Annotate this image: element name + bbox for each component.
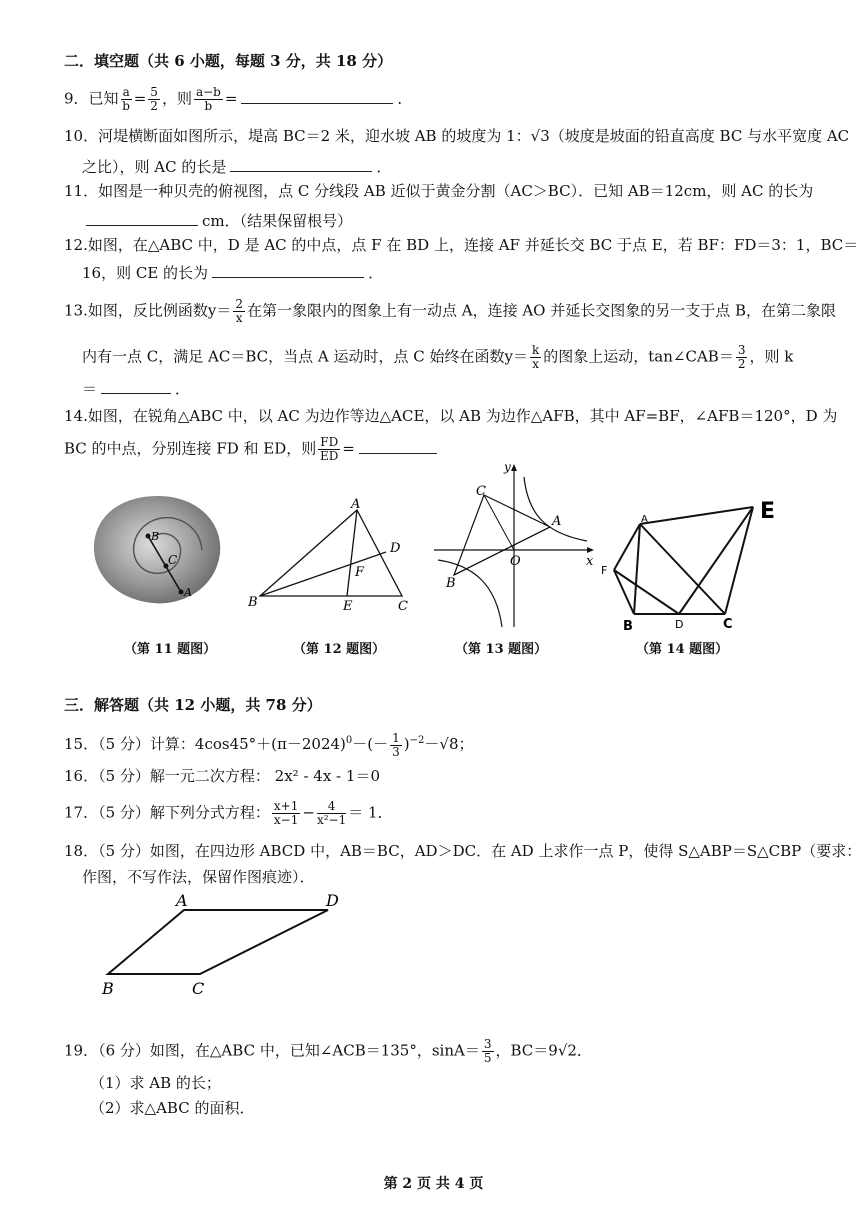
question-16: 16．（5 分）解一元二次方程： 2x² - 4x - 1＝0 bbox=[64, 767, 380, 785]
segment-af bbox=[614, 524, 640, 570]
section2-title: 二．填空题（共 6 小题，每题 3 分，共 18 分） bbox=[64, 52, 393, 70]
quadrilateral-abcd bbox=[108, 910, 328, 974]
question-10-line1: 10．河堤横断面如图所示，堤高 BC＝2 米，迎水坡 AB 的坡度为 1：√3（坡度是坡面的铅直高度 BC 与水平宽度 AC bbox=[64, 127, 850, 145]
point-b bbox=[146, 534, 151, 539]
label-c: C bbox=[398, 599, 408, 614]
question-13-line3: ＝ ． bbox=[82, 380, 191, 398]
question-9: 9．已知 $\frac{a}{b}$ = $\frac{5}{2}$ ，则 $\frac{a-b}{b}$ = ． bbox=[64, 85, 413, 113]
figure-18-quadrilateral bbox=[96, 888, 356, 998]
question-11-line1: 11．如图是一种贝壳的俯视图，点 C 分线段 AB 近似于黄金分割（AC＞BC）．已知 AB＝12cm，则 AC 的长为 bbox=[64, 182, 814, 200]
question-13-line1: 13.如图，反比例函数y＝ $\frac{2}{x}$ 在第一象限内的图象上有一动点 A，连接 AO 并延长交图象的另一支于点 B，在第二象限 bbox=[64, 297, 837, 325]
answer-blank[interactable] bbox=[212, 263, 364, 278]
fraction: $\frac{a-b}{b}$ bbox=[195, 85, 221, 113]
label-b: B bbox=[151, 530, 160, 543]
label-d: D bbox=[675, 618, 684, 631]
answer-blank[interactable] bbox=[86, 211, 198, 226]
segment-bd bbox=[260, 552, 386, 596]
label-b: B bbox=[102, 979, 114, 998]
question-15: 15．（5 分）计算：$4\cos 45^\circ+(\pi-2024)^0-(-$ $\frac{1}{3}$ )$^{-2}$－√8； bbox=[64, 730, 474, 759]
fraction: $\frac{3}{2}$ bbox=[737, 343, 746, 371]
question-10-line2: 之比），则 AC 的长是 ． bbox=[82, 158, 392, 176]
segment-ae bbox=[347, 510, 357, 596]
label-c: C bbox=[192, 979, 205, 998]
point-a bbox=[179, 590, 184, 595]
figure-11-shell bbox=[88, 488, 228, 608]
label-a: A bbox=[184, 586, 192, 599]
fraction: $\frac{3}{5}$ bbox=[483, 1037, 492, 1065]
label-f: F bbox=[601, 564, 608, 577]
label-e: E bbox=[343, 599, 353, 614]
label-o: O bbox=[510, 554, 521, 569]
caption-figure-13: （第 13 题图） bbox=[455, 642, 548, 657]
answer-blank[interactable] bbox=[101, 379, 171, 394]
label-a: A bbox=[351, 497, 361, 512]
question-19: 19．（6 分）如图，在△ABC 中，已知∠ACB＝135°，sinA＝ $\frac{3}{5}$ ，BC＝9√2． bbox=[64, 1037, 592, 1065]
x-axis-arrow-icon bbox=[587, 547, 594, 553]
question-12-line2: 16，则 CE 的长为 ． bbox=[82, 264, 384, 282]
label-y: y bbox=[504, 460, 511, 474]
caption-figure-14: （第 14 题图） bbox=[636, 642, 729, 657]
fraction: $\frac{5}{2}$ bbox=[150, 85, 158, 113]
fraction: $\frac{FD}{ED}$ bbox=[320, 435, 339, 463]
segment-ac bbox=[640, 524, 725, 614]
fraction: $\frac{x+1}{x-1}$ bbox=[273, 799, 299, 827]
label-a: A bbox=[176, 891, 188, 910]
question-13-line2: 内有一点 C，满足 AC＝BC，当点 A 运动时，点 C 始终在函数y＝ $\frac{k}{x}$ 的图象上运动，tan∠CAB＝ $\frac{3}{2}$ ，则 k bbox=[82, 343, 794, 371]
page-footer: 第 2 页 共 4 页 bbox=[383, 1176, 484, 1192]
segment-ed bbox=[679, 507, 753, 614]
caption-figure-11: （第 11 题图） bbox=[124, 642, 217, 657]
label-c: C bbox=[168, 553, 178, 567]
segment-ab bbox=[634, 524, 640, 614]
label-f: F bbox=[355, 565, 365, 580]
label-a: A bbox=[552, 514, 562, 529]
triangle-abc bbox=[454, 495, 550, 575]
label-d: D bbox=[390, 541, 401, 556]
answer-blank[interactable] bbox=[241, 89, 393, 104]
segment-ab bbox=[454, 527, 550, 575]
question-14-line1: 14.如图，在锐角△ABC 中，以 AC 为边作等边△ACE，以 AB 为边作△AFB，其中 AF=BF，∠AFB＝120°，D 为 bbox=[64, 407, 838, 425]
label-e: E bbox=[760, 499, 776, 524]
question-19-part1: （1）求 AB 的长； bbox=[90, 1074, 221, 1092]
label-d: D bbox=[326, 891, 339, 910]
figure-14-triangles bbox=[598, 492, 790, 634]
fraction: $\frac{2}{x}$ bbox=[235, 297, 243, 325]
question-18-line1: 18．（5 分）如图，在四边形 ABCD 中，AB＝BC，AD＞DC．在 AD 上求作一点 P，使得 S△ABP＝S△CBP（要求： bbox=[64, 842, 862, 860]
label-b: B bbox=[446, 576, 456, 591]
label-a: A bbox=[641, 514, 648, 525]
answer-blank[interactable] bbox=[359, 439, 437, 454]
question-12-line1: 12.如图，在△ABC 中，D 是 AC 的中点，点 F 在 BD 上，连接 AF 并延长交 BC 于点 E，若 BF：FD＝3：1，BC＝ bbox=[64, 236, 859, 254]
label-b: B bbox=[248, 595, 258, 610]
section3-title: 三．解答题（共 12 小题，共 78 分） bbox=[64, 696, 322, 714]
question-18-line2: 作图，不写作法，保留作图痕迹）． bbox=[82, 868, 315, 886]
fraction: $\frac{k}{x}$ bbox=[531, 343, 540, 371]
fraction: $\frac{1}{3}$ bbox=[392, 730, 400, 759]
label-c: C bbox=[476, 484, 486, 499]
segment-ec bbox=[725, 507, 753, 614]
answer-blank[interactable] bbox=[230, 157, 372, 172]
figure-13-hyperbola bbox=[432, 455, 600, 630]
triangle-abc bbox=[260, 510, 402, 596]
hyperbola-branch-2 bbox=[438, 560, 502, 627]
fraction: $\frac{4}{\text{x²−1}}$ bbox=[316, 799, 347, 827]
label-c: C bbox=[723, 617, 733, 632]
y-axis-arrow-icon bbox=[511, 464, 517, 471]
hyperbola-branch-1 bbox=[524, 477, 587, 541]
segment-co bbox=[484, 495, 514, 550]
label-x: x bbox=[586, 554, 594, 569]
question-17: 17．（5 分）解下列分式方程： $\frac{x+1}{x-1}$ − $\frac{4}{\text{x²−1}}$ ＝ 1． bbox=[64, 799, 393, 827]
caption-figure-12: （第 12 题图） bbox=[293, 642, 386, 657]
question-14-line2: BC 的中点，分别连接 FD 和 ED，则 $\frac{FD}{ED}$ = bbox=[64, 436, 441, 463]
figure-12-triangle bbox=[245, 496, 420, 616]
question-19-part2: （2）求△ABC 的面积． bbox=[90, 1099, 255, 1117]
label-b: B bbox=[623, 619, 633, 634]
fraction: $\frac{a}{b}$ bbox=[122, 85, 130, 113]
segment-ae bbox=[640, 507, 753, 524]
question-11-line2: cm．（结果保留根号） bbox=[82, 210, 352, 232]
